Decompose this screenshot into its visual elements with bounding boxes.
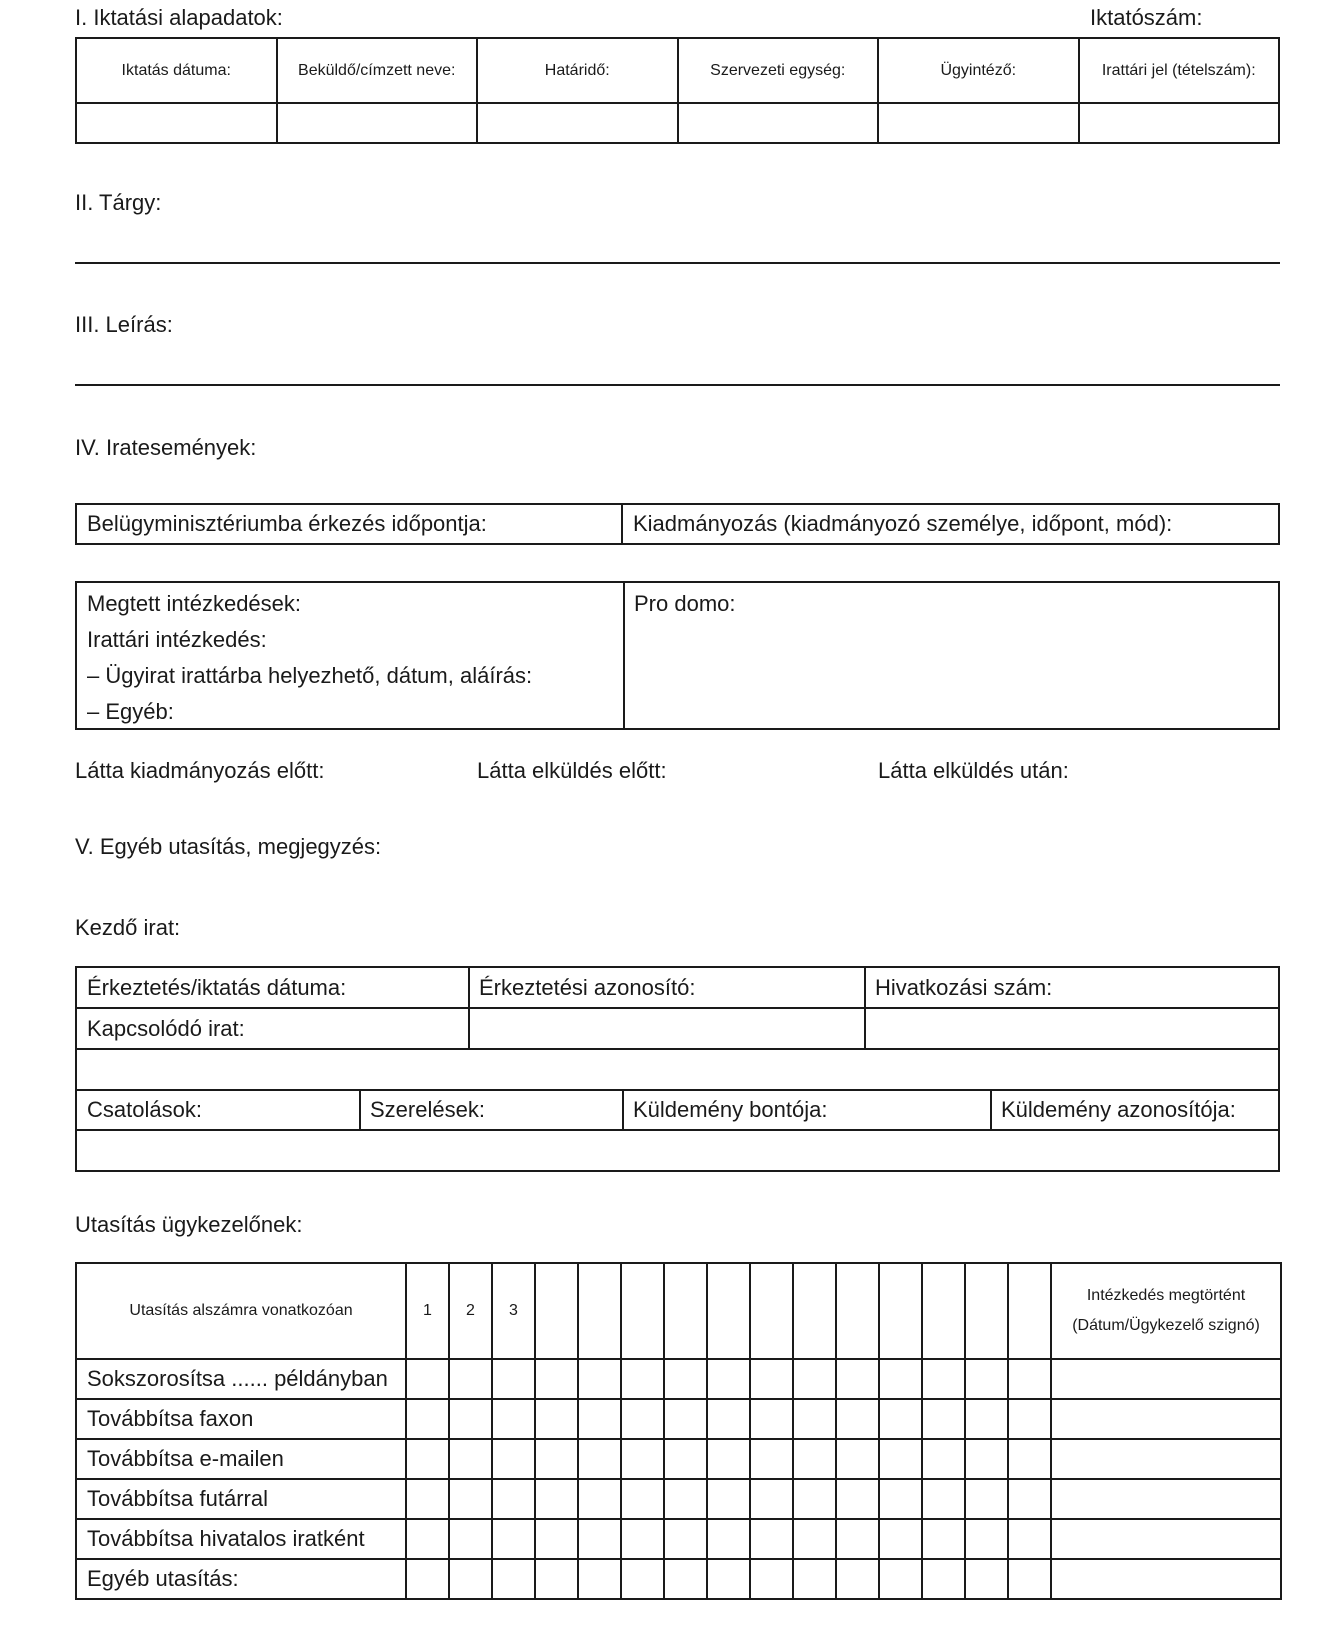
alnumber-header: Utasítás alszámra vonatkozóan: [76, 1263, 406, 1359]
seen-after-sending: Látta elküldés után:: [878, 758, 1069, 783]
sub-number-2: 2: [449, 1263, 492, 1359]
sub-number-check-cell[interactable]: [492, 1519, 535, 1559]
sub-number-check-cell[interactable]: [535, 1559, 578, 1599]
arrival-id-label: Érkeztetési azonosító:: [479, 975, 696, 1000]
sub-number-check-cell[interactable]: [535, 1479, 578, 1519]
done-cell[interactable]: [1051, 1559, 1281, 1599]
col-org-unit: Szervezeti egység:: [678, 38, 879, 103]
sub-number-14: [965, 1263, 1008, 1359]
instruction-label: Továbbítsa hivatalos iratként: [76, 1519, 406, 1559]
sub-number-check-cell[interactable]: [535, 1399, 578, 1439]
input-deadline[interactable]: [477, 103, 678, 143]
sub-number-check-cell[interactable]: [836, 1559, 879, 1599]
divider: [359, 1089, 361, 1130]
divider: [77, 1048, 1278, 1050]
sub-number-1: 1: [406, 1263, 449, 1359]
sub-number-check-cell[interactable]: [836, 1479, 879, 1519]
sub-number-8: [707, 1263, 750, 1359]
reference-number-label: Hivatkozási szám:: [875, 975, 1053, 1000]
sub-number-check-cell[interactable]: [793, 1559, 836, 1599]
sub-number-10: [793, 1263, 836, 1359]
sub-number-check-cell[interactable]: [707, 1359, 750, 1399]
done-cell[interactable]: [1051, 1519, 1281, 1559]
divider: [468, 968, 470, 1048]
sub-number-check-cell[interactable]: [750, 1479, 793, 1519]
sub-number-check-cell[interactable]: [449, 1479, 492, 1519]
col-filing-mark: Irattári jel (tételszám):: [1079, 38, 1280, 103]
sub-number-check-cell[interactable]: [492, 1439, 535, 1479]
col-sender-name: Beküldő/címzett neve:: [277, 38, 478, 103]
divider: [77, 1129, 1278, 1131]
sub-number-check-cell[interactable]: [406, 1439, 449, 1479]
sub-number-check-cell[interactable]: [1008, 1519, 1051, 1559]
sub-number-check-cell[interactable]: [836, 1519, 879, 1559]
sub-number-check-cell[interactable]: [449, 1359, 492, 1399]
sub-number-check-cell[interactable]: [793, 1519, 836, 1559]
section1-title: I. Iktatási alapadatok:: [75, 5, 283, 30]
sub-number-check-cell[interactable]: [1008, 1359, 1051, 1399]
instructions-table: [75, 1262, 1282, 1600]
sub-number-9: [750, 1263, 793, 1359]
sub-number-check-cell[interactable]: [965, 1519, 1008, 1559]
initial-doc-box: [75, 966, 1280, 1172]
sub-number-check-cell[interactable]: [879, 1559, 922, 1599]
sub-number-check-cell[interactable]: [707, 1399, 750, 1439]
registration-number-label: Iktatószám:: [1090, 5, 1203, 30]
seen-before-issuance: Látta kiadmányozás előtt:: [75, 758, 325, 783]
events-table: [75, 503, 1280, 545]
instruction-label: Egyéb utasítás:: [76, 1559, 406, 1599]
sub-number-check-cell[interactable]: [621, 1479, 664, 1519]
sub-number-check-cell[interactable]: [578, 1479, 621, 1519]
sub-number-check-cell[interactable]: [750, 1399, 793, 1439]
attachments-label: Csatolások:: [87, 1097, 202, 1122]
instructions-header-row: [76, 1263, 1281, 1359]
sub-number-check-cell[interactable]: [1008, 1559, 1051, 1599]
sub-number-check-cell[interactable]: [922, 1439, 965, 1479]
sub-number-check-cell[interactable]: [535, 1359, 578, 1399]
section5-title: V. Egyéb utasítás, megjegyzés:: [75, 834, 382, 859]
sub-number-check-cell[interactable]: [492, 1359, 535, 1399]
sub-number-check-cell[interactable]: [406, 1359, 449, 1399]
instruction-label: Továbbítsa futárral: [76, 1479, 406, 1519]
sub-number-6: [621, 1263, 664, 1359]
sub-number-check-cell[interactable]: [492, 1479, 535, 1519]
instruction-row: [76, 1399, 1281, 1439]
instruction-label: Továbbítsa e-mailen: [76, 1439, 406, 1479]
mergers-label: Szerelések:: [370, 1097, 485, 1122]
opener-label: Küldemény bontója:: [633, 1097, 828, 1122]
sub-number-check-cell[interactable]: [879, 1359, 922, 1399]
col-registration-date: Iktatás dátuma:: [76, 38, 277, 103]
sub-number-check-cell[interactable]: [879, 1479, 922, 1519]
sub-number-check-cell[interactable]: [707, 1479, 750, 1519]
section3-title: III. Leírás:: [75, 312, 173, 337]
sub-number-check-cell[interactable]: [879, 1519, 922, 1559]
sub-number-check-cell[interactable]: [664, 1479, 707, 1519]
sub-number-check-cell[interactable]: [406, 1519, 449, 1559]
archive-placement-label: – Ügyirat irattárba helyezhető, dátum, aláírás:: [87, 663, 533, 688]
subject-line[interactable]: [75, 262, 1280, 264]
col-deadline: Határidő:: [477, 38, 678, 103]
sub-number-check-cell[interactable]: [793, 1439, 836, 1479]
input-org-unit[interactable]: [678, 103, 879, 143]
sub-number-check-cell[interactable]: [836, 1399, 879, 1439]
sub-number-check-cell[interactable]: [1008, 1439, 1051, 1479]
sub-number-check-cell[interactable]: [621, 1399, 664, 1439]
sub-number-check-cell[interactable]: [750, 1439, 793, 1479]
sub-number-13: [922, 1263, 965, 1359]
sub-number-check-cell[interactable]: [965, 1439, 1008, 1479]
sub-number-check-cell[interactable]: [664, 1559, 707, 1599]
sub-number-3: 3: [492, 1263, 535, 1359]
sub-number-check-cell[interactable]: [793, 1359, 836, 1399]
instruction-row: [76, 1359, 1281, 1399]
sub-number-check-cell[interactable]: [664, 1359, 707, 1399]
instruction-label: Sokszorosítsa ...... példányban: [76, 1359, 406, 1399]
basic-data-table: [75, 37, 1280, 144]
sub-number-check-cell[interactable]: [449, 1519, 492, 1559]
col-case-officer: Ügyintéző:: [878, 38, 1079, 103]
sub-number-check-cell[interactable]: [1008, 1479, 1051, 1519]
sub-number-check-cell[interactable]: [578, 1559, 621, 1599]
sub-number-check-cell[interactable]: [449, 1399, 492, 1439]
sub-number-check-cell[interactable]: [535, 1519, 578, 1559]
instruction-label: Továbbítsa faxon: [76, 1399, 406, 1439]
sub-number-check-cell[interactable]: [535, 1439, 578, 1479]
instructions-title: Utasítás ügykezelőnek:: [75, 1212, 303, 1237]
sub-number-check-cell[interactable]: [578, 1439, 621, 1479]
sub-number-check-cell[interactable]: [793, 1479, 836, 1519]
divider: [77, 1089, 1278, 1091]
sub-number-check-cell[interactable]: [449, 1439, 492, 1479]
section2-title: II. Tárgy:: [75, 190, 162, 215]
sub-number-check-cell[interactable]: [664, 1399, 707, 1439]
sub-number-check-cell[interactable]: [578, 1399, 621, 1439]
issuance-field[interactable]: Kiadmányozás (kiadmányozó személye, időpont, mód):: [622, 504, 1279, 544]
sub-number-check-cell[interactable]: [664, 1439, 707, 1479]
section4-title: IV. Iratesemények:: [75, 435, 257, 460]
sub-number-check-cell[interactable]: [406, 1479, 449, 1519]
sub-number-check-cell[interactable]: [492, 1559, 535, 1599]
sub-number-check-cell[interactable]: [621, 1519, 664, 1559]
sub-number-check-cell[interactable]: [406, 1559, 449, 1599]
input-filing-mark[interactable]: [1079, 103, 1280, 143]
measures-cell[interactable]: [77, 583, 625, 728]
related-doc-label: Kapcsolódó irat:: [87, 1016, 245, 1041]
initial-doc-title: Kezdő irat:: [75, 915, 181, 940]
sub-number-check-cell[interactable]: [922, 1399, 965, 1439]
seen-before-sending: Látta elküldés előtt:: [477, 758, 667, 783]
divider: [622, 1089, 624, 1130]
divider: [990, 1089, 992, 1130]
sub-number-check-cell[interactable]: [965, 1359, 1008, 1399]
arrival-time-field[interactable]: Belügyminisztériumba érkezés időpontja:: [76, 504, 622, 544]
sub-number-check-cell[interactable]: [664, 1519, 707, 1559]
sub-number-check-cell[interactable]: [449, 1559, 492, 1599]
sub-number-check-cell[interactable]: [879, 1399, 922, 1439]
measures-label: Megtett intézkedések:: [87, 591, 302, 616]
done-cell[interactable]: [1051, 1479, 1281, 1519]
sub-number-check-cell[interactable]: [578, 1519, 621, 1559]
instruction-row: [76, 1439, 1281, 1479]
sub-number-check-cell[interactable]: [965, 1559, 1008, 1599]
archive-measure-label: Irattári intézkedés:: [87, 627, 267, 652]
sub-number-check-cell[interactable]: [965, 1479, 1008, 1519]
done-cell[interactable]: [1051, 1399, 1281, 1439]
sub-number-check-cell[interactable]: [922, 1559, 965, 1599]
sub-number-check-cell[interactable]: [707, 1439, 750, 1479]
sub-number-check-cell[interactable]: [1008, 1399, 1051, 1439]
input-registration-date[interactable]: [76, 103, 277, 143]
done-header: Intézkedés megtörtént (Dátum/Ügykezelő szignó): [1051, 1263, 1281, 1359]
input-case-officer[interactable]: [878, 103, 1079, 143]
sub-number-check-cell[interactable]: [793, 1399, 836, 1439]
sub-number-check-cell[interactable]: [492, 1399, 535, 1439]
sub-number-4: [535, 1263, 578, 1359]
sub-number-check-cell[interactable]: [879, 1439, 922, 1479]
other-measure-label: – Egyéb:: [87, 699, 174, 724]
instruction-row: [76, 1479, 1281, 1519]
sub-number-check-cell[interactable]: [406, 1399, 449, 1439]
sub-number-check-cell[interactable]: [922, 1519, 965, 1559]
sub-number-5: [578, 1263, 621, 1359]
sub-number-check-cell[interactable]: [578, 1359, 621, 1399]
sub-number-15: [1008, 1263, 1051, 1359]
sub-number-check-cell[interactable]: [922, 1359, 965, 1399]
sub-number-check-cell[interactable]: [621, 1559, 664, 1599]
done-cell[interactable]: [1051, 1359, 1281, 1399]
arrival-date-label: Érkeztetés/iktatás dátuma:: [87, 975, 347, 1000]
sub-number-check-cell[interactable]: [750, 1359, 793, 1399]
divider: [77, 1007, 1278, 1009]
sub-number-check-cell[interactable]: [750, 1559, 793, 1599]
sub-number-check-cell[interactable]: [836, 1359, 879, 1399]
input-sender-name[interactable]: [277, 103, 478, 143]
consignment-id-label: Küldemény azonosítója:: [1001, 1097, 1236, 1122]
instruction-row: [76, 1559, 1281, 1599]
sub-number-check-cell[interactable]: [707, 1559, 750, 1599]
sub-number-11: [836, 1263, 879, 1359]
sub-number-7: [664, 1263, 707, 1359]
done-cell[interactable]: [1051, 1439, 1281, 1479]
sub-number-check-cell[interactable]: [836, 1439, 879, 1479]
divider: [864, 968, 866, 1048]
sub-number-check-cell[interactable]: [965, 1399, 1008, 1439]
measures-box: [75, 581, 1280, 730]
instruction-row: [76, 1519, 1281, 1559]
pro-domo-label: Pro domo:: [634, 591, 736, 616]
sub-number-check-cell[interactable]: [750, 1519, 793, 1559]
sub-number-12: [879, 1263, 922, 1359]
sub-number-check-cell[interactable]: [922, 1479, 965, 1519]
sub-number-check-cell[interactable]: [621, 1359, 664, 1399]
sub-number-check-cell[interactable]: [621, 1439, 664, 1479]
sub-number-check-cell[interactable]: [707, 1519, 750, 1559]
description-line[interactable]: [75, 384, 1280, 386]
